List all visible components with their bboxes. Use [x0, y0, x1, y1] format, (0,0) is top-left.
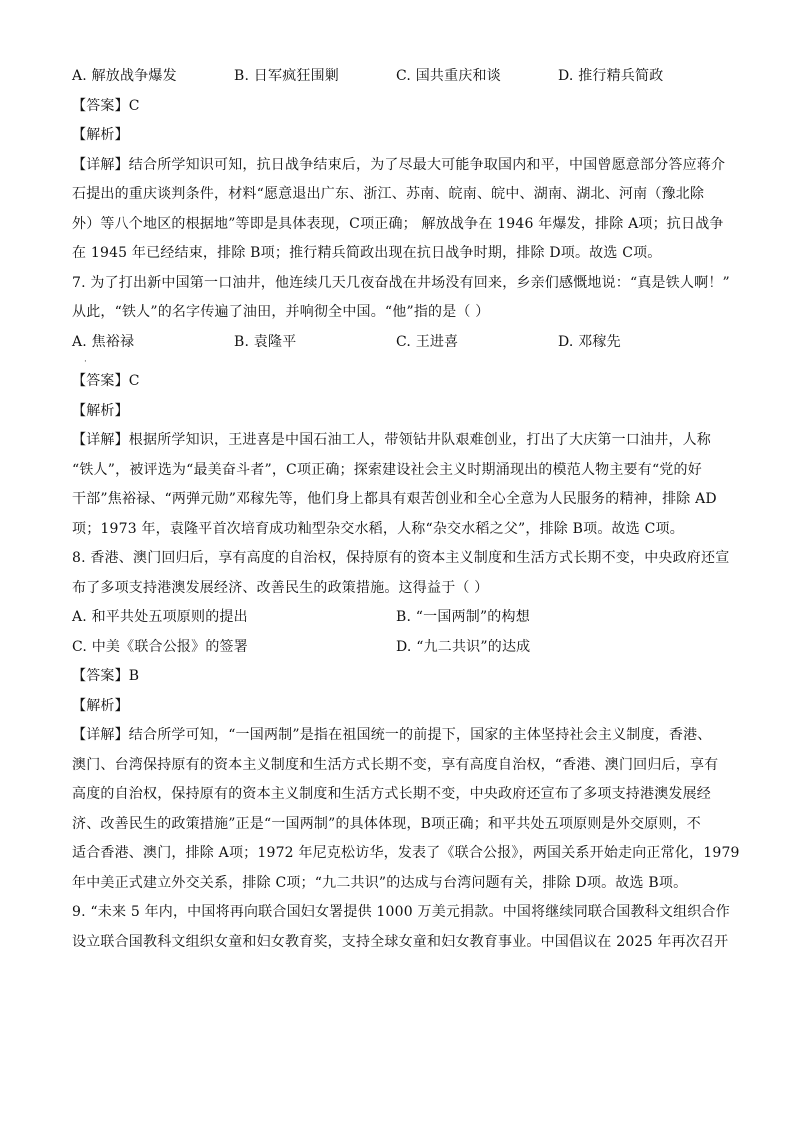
q8-option-c: C. 中美《联合公报》的签署: [72, 638, 248, 655]
q8-detail-line: 【详解】结合所学可知，“一国两制”是指在祖国统一的前提下，国家的主体坚持社会主义制度，香港、: [72, 727, 712, 743]
q8-options-row-1: [72, 603, 724, 633]
q6-option-b: B. 日军疯狂围剿: [234, 68, 339, 84]
q8-detail-line: 澳门、台湾保持原有的资本主义制度和生活方式长期不变，享有高度自治权，“香港、澳门回归后，享有: [72, 756, 719, 773]
q6-detail-line: 外）等八个地区的根据地”等即是具体表现，C项正确； 解放战争在 1946 年爆发，排除 A项；抗日战争: [72, 215, 724, 232]
q8-option-d: D. “九二共识”的达成: [396, 638, 531, 655]
q7-analysis-heading: 【解析】: [72, 402, 129, 419]
q6-detail-line: 石提出的重庆谈判条件，材料“愿意退出广东、浙江、苏南、皖南、皖中、湖南、湖北、河南（豫北除: [72, 186, 705, 202]
q7-detail-line: 项；1973 年，袁隆平首次培育成功籼型杂交水稻，人称“杂交水稻之父”，排除 B项。故选 C项。: [72, 520, 684, 537]
stray-dot: ·: [84, 357, 87, 367]
q7-detail-line: 干部”焦裕禄、“两弹元勋”邓稼先等，他们身上都具有艰苦创业和全心全意为人民服务的精神，排除 AD: [72, 491, 717, 507]
q8-detail-line: 高度的自治权，保持原有的资本主义制度和生活方式长期不变，中央政府还宣布了多项支持港澳发展经: [72, 786, 711, 802]
q6-option-a: A. 解放战争爆发: [72, 68, 177, 84]
q6-option-d: D. 推行精兵简政: [558, 68, 664, 84]
q7-option-c: C. 王进喜: [396, 333, 459, 350]
q7-detail-line: 【详解】根据所学知识，王进喜是中国石油工人，带领钻井队艰难创业，打出了大庆第一口油井，人称: [72, 432, 711, 448]
q8-stem-line: 布了多项支持港澳发展经济、改善民生的政策措施。这得益于（ ）: [72, 579, 489, 596]
q6-option-c: C. 国共重庆和谈: [396, 68, 501, 84]
q7-option-a: A. 焦裕禄: [72, 333, 135, 350]
q8-option-b: B. “一国两制”的构想: [396, 609, 530, 625]
q6-detail-line: 在 1945 年已经结束，排除 B项；推行精兵简政出现在抗日战争时期，排除 D项。故选 C项。: [72, 245, 662, 261]
q8-analysis-heading: 【解析】: [72, 697, 129, 714]
q8-options-row-2: [72, 633, 724, 663]
q6-options: [72, 62, 724, 92]
q7-answer: 【答案】C: [72, 373, 140, 389]
q6-detail-line: 【详解】结合所学知识可知，抗日战争结束后，为了尽最大可能争取国内和平，中国曾愿意部分答应蒋介: [72, 156, 726, 173]
q7-stem-line: 7. 为了打出新中国第一口油井，他连续几天几夜奋战在井场没有回来，乡亲们感慨地说：“真是铁人啊！”: [72, 274, 730, 291]
q8-detail-line: 适合香港、澳门，排除 A项；1972 年尼克松访华，发表了《联合公报》，两国关系开始走向正常化，1979: [72, 845, 740, 861]
q8-answer: 【答案】B: [72, 668, 140, 684]
q6-answer: 【答案】C: [72, 97, 140, 114]
q7-option-b: B. 袁隆平: [234, 333, 297, 350]
q8-detail-line: 济、改善民生的政策措施”正是“一国两制”的具体体现，B项正确；和平共处五项原则是外交原则，不: [72, 815, 701, 832]
q7-detail-line: “铁人”，被评选为“最美奋斗者”，C项正确；探索建设社会主义时期涌现出的模范人物主要有“党的好: [72, 461, 702, 478]
q8-option-a: A. 和平共处五项原则的提出: [72, 609, 248, 625]
q8-detail-line: 年中美正式建立外交关系，排除 C项；“九二共识”的达成与台湾问题有关，排除 D项。故选 B项。: [72, 874, 688, 891]
q9-stem-line: 设立联合国教科文组织女童和妇女教育奖，支持全球女童和妇女教育事业。中国倡议在 2025 年再次召开: [72, 933, 729, 950]
q7-options: [72, 328, 724, 358]
q9-stem-line: 9. “未来 5 年内，中国将再向联合国妇女署提供 1000 万美元捐款。中国将继续同联合国教科文组织合作: [72, 904, 730, 920]
q7-option-d: D. 邓稼先: [558, 333, 621, 350]
q6-analysis-heading: 【解析】: [72, 127, 129, 143]
q8-stem-line: 8. 香港、澳门回归后，享有高度的自治权，保持原有的资本主义制度和生活方式长期不变，中央政府还宣: [72, 550, 730, 566]
q7-stem-line: 从此，“铁人”的名字传遍了油田，并响彻全中国。“他”指的是（ ）: [72, 304, 490, 320]
document-page: [72, 62, 740, 957]
